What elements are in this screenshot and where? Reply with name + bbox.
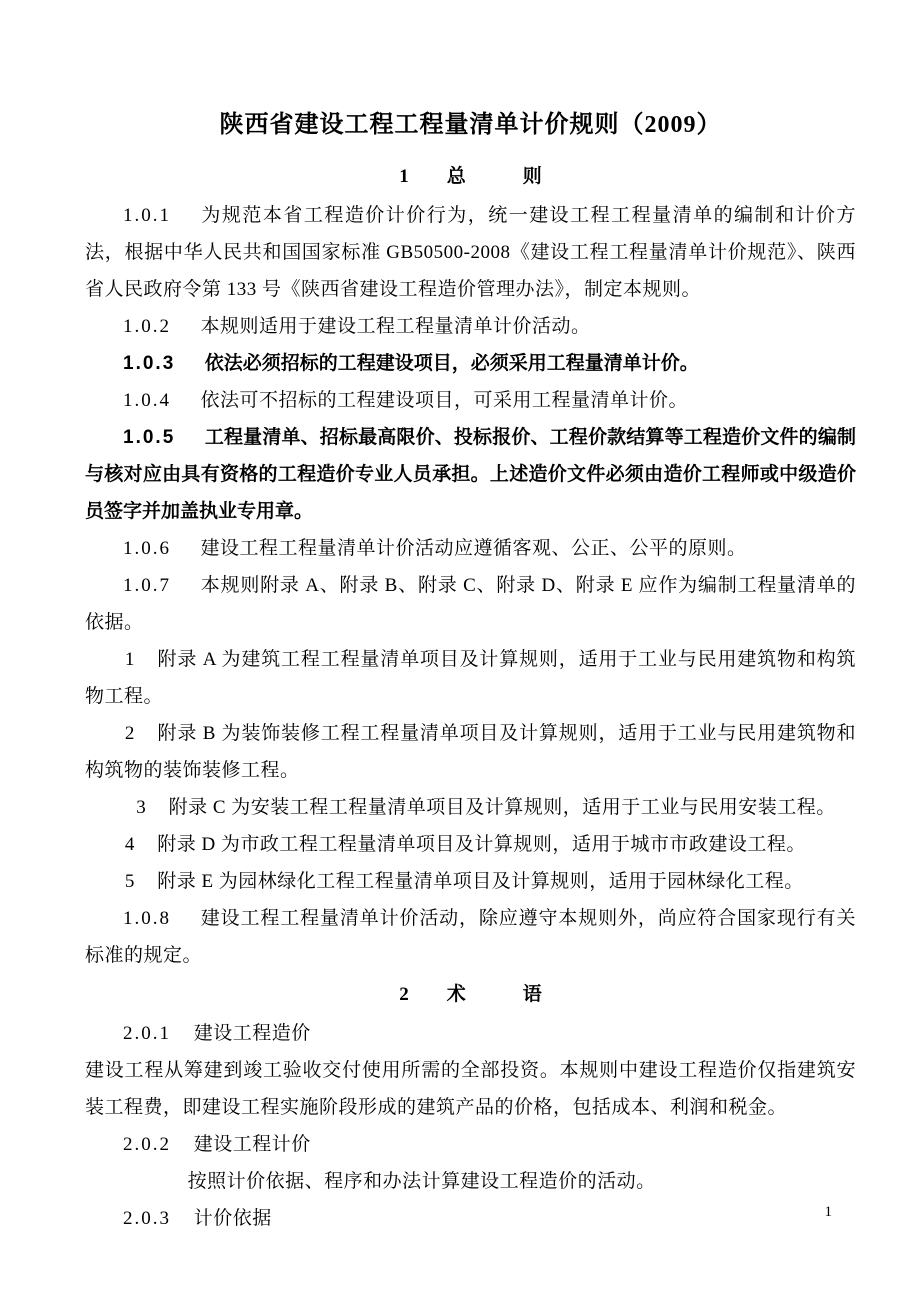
clause-1-0-2 bbox=[85, 308, 856, 345]
item-number: 5 bbox=[124, 871, 135, 892]
clause-number: 1.0.6 bbox=[123, 538, 171, 559]
clause-text: 建设工程工程量清单计价活动应遵循客观、公正、公平的原则。 bbox=[200, 538, 747, 559]
clause-text: 依法可不招标的工程建设项目，可采用工程量清单计价。 bbox=[200, 390, 688, 411]
section-2-heading: 2 术 语 bbox=[399, 984, 542, 1005]
clause-1-0-4 bbox=[85, 382, 856, 419]
clause-text: 为规范本省工程造价计价行为，统一建设工程工程量清单的编制和计价方法，根据中华人民共和国国家标准 GB50500-2008《建设工程工程量清单计价规范》、陕西省人民政府令第 133 号《陕西省建设工程造价管理办法》，制定本规则。 bbox=[85, 205, 856, 300]
clause-number: 1.0.2 bbox=[123, 316, 171, 337]
clause-1-0-3 bbox=[85, 345, 856, 382]
term-number: 2.0.1 bbox=[123, 1023, 171, 1044]
clause-number: 1.0.1 bbox=[123, 205, 171, 226]
term-number: 2.0.3 bbox=[123, 1208, 171, 1229]
term-title: 建设工程计价 bbox=[193, 1134, 311, 1155]
term-2-0-1 bbox=[85, 1015, 856, 1052]
clause-1-0-1 bbox=[85, 197, 856, 308]
section-1-heading: 1 总 则 bbox=[399, 166, 542, 187]
clause-text: 建设工程工程量清单计价活动，除应遵守本规则外，尚应符合国家现行有关标准的规定。 bbox=[85, 908, 856, 966]
clause-number: 1.0.3 bbox=[123, 353, 176, 374]
item-number: 2 bbox=[124, 723, 135, 744]
appendix-item-e bbox=[85, 863, 856, 900]
clause-number: 1.0.4 bbox=[123, 390, 171, 411]
clause-1-0-7 bbox=[85, 567, 856, 641]
clause-1-0-6 bbox=[85, 530, 856, 567]
term-title: 计价依据 bbox=[193, 1208, 272, 1229]
appendix-item-a bbox=[85, 641, 856, 715]
clause-1-0-5 bbox=[85, 419, 856, 530]
term-2-0-1-definition: 建设工程从筹建到竣工验收交付使用所需的全部投资。本规则中建设工程造价仅指建筑安装工程费，即建设工程实施阶段形成的建筑产品的价格，包括成本、利润和税金。 bbox=[85, 1060, 856, 1118]
item-text: 附录 C 为安装工程工程量清单项目及计算规则，适用于工业与民用安装工程。 bbox=[168, 797, 836, 818]
term-2-0-2 bbox=[85, 1126, 856, 1163]
item-number: 3 bbox=[136, 797, 146, 818]
item-text: 附录 B 为装饰装修工程工程量清单项目及计算规则，适用于工业与民用建筑物和构筑物的装饰装修工程。 bbox=[85, 723, 856, 781]
clause-number: 1.0.5 bbox=[123, 427, 176, 448]
clause-text: 依法必须招标的工程建设项目，必须采用工程量清单计价。 bbox=[204, 353, 699, 374]
clause-text: 本规则适用于建设工程工程量清单计价活动。 bbox=[200, 316, 591, 337]
appendix-item-b bbox=[85, 715, 856, 789]
term-2-0-2-definition: 按照计价依据、程序和办法计算建设工程造价的活动。 bbox=[187, 1171, 656, 1192]
clause-text: 工程量清单、招标最高限价、投标报价、工程价款结算等工程造价文件的编制与核对应由具有资格的工程造价专业人员承担。上述造价文件必须由造价工程师或中级造价员签字并加盖执业专用章。 bbox=[85, 427, 856, 522]
item-text: 附录 D 为市政工程工程量清单项目及计算规则，适用于城市市政建设工程。 bbox=[157, 834, 806, 855]
document-title: 陕西省建设工程工程量清单计价规则（2009） bbox=[219, 112, 722, 138]
appendix-item-d bbox=[85, 826, 856, 863]
clause-number: 1.0.8 bbox=[123, 908, 171, 929]
item-text: 附录 E 为园林绿化工程工程量清单项目及计算规则，适用于园林绿化工程。 bbox=[157, 871, 804, 892]
term-number: 2.0.2 bbox=[123, 1134, 171, 1155]
appendix-item-c bbox=[85, 789, 856, 826]
term-2-0-3 bbox=[85, 1200, 856, 1237]
clause-1-0-8 bbox=[85, 900, 856, 974]
term-title: 建设工程造价 bbox=[193, 1023, 311, 1044]
item-number: 4 bbox=[124, 834, 135, 855]
item-text: 附录 A 为建筑工程工程量清单项目及计算规则，适用于工业与民用建筑物和构筑物工程。 bbox=[85, 649, 856, 707]
item-number: 1 bbox=[124, 649, 135, 670]
page-number: 1 bbox=[824, 1204, 832, 1220]
clause-text: 本规则附录 A、附录 B、附录 C、附录 D、附录 E 应作为编制工程量清单的依据。 bbox=[85, 575, 856, 633]
clause-number: 1.0.7 bbox=[123, 575, 171, 596]
